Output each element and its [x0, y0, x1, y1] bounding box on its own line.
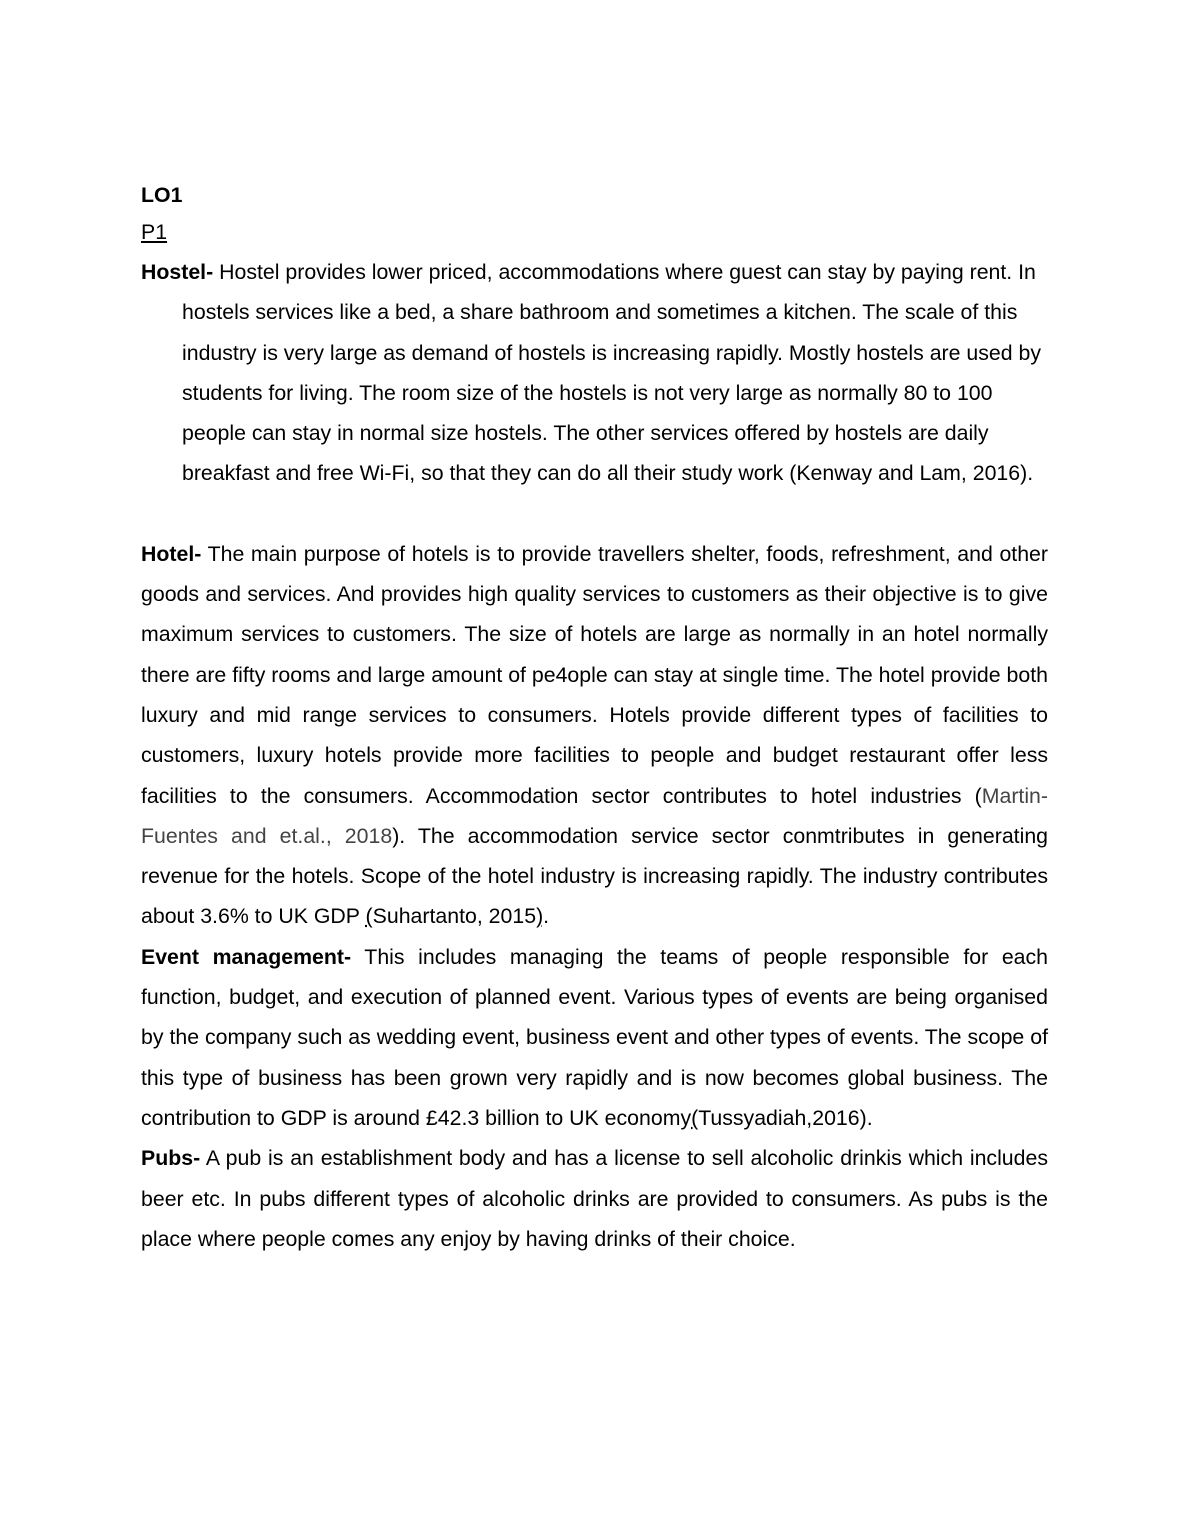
event-end: . [866, 1105, 873, 1130]
event-citation-close: ) [859, 1105, 867, 1130]
hotel-term: Hotel- [141, 541, 202, 566]
event-paragraph [141, 937, 1048, 1138]
hotel-citation-2: Suhartanto, 2015 [372, 904, 537, 929]
hotel-citation-2-close: ) [536, 904, 544, 929]
document-page [141, 178, 1048, 1259]
event-term: Event management- [141, 944, 352, 969]
pubs-paragraph [141, 1138, 1048, 1259]
event-text: This includes managing the teams of people responsible for each function, budget, and execution of planned event. Various types of events are being organised by the company such as wedding event, business event and other types of events. The scope of this type of business has been grown very rapidly and is now becomes global business. The contribution to GDP is around £42.3 billion to UK economy [141, 944, 1048, 1130]
hotel-citation-1: Martin-Fuentes and et.al., 2018 [141, 783, 1048, 848]
sub-heading: P1 [141, 220, 168, 244]
pubs-term: Pubs- [141, 1146, 201, 1171]
pubs-text: A pub is an establishment body and has a license to sell alcoholic drinkis which includes beer etc. In pubs different types of alcoholic drinks are provided to consumers. As pubs is the place where people comes any enjoy by having drinks of their choice. [141, 1146, 1048, 1251]
hotel-end: . [543, 904, 550, 929]
event-citation-open: ( [691, 1105, 699, 1130]
section-heading: LO1 [141, 183, 183, 207]
paragraph-spacer [141, 494, 1048, 534]
hotel-paragraph [141, 534, 1048, 937]
hostel-term: Hostel- [141, 260, 214, 284]
hotel-text-2: ). The accommodation service sector conmtributes in generating revenue for the hotels. Scope of the hotel industry is increasing rapidly. The industry contributes about 3.6% to UK GDP [141, 823, 1049, 929]
hostel-paragraph [141, 252, 1048, 494]
hotel-citation-2-open: ( [365, 904, 373, 929]
event-citation: Tussyadiah,2016 [698, 1105, 860, 1130]
hostel-text: Hostel provides lower priced, accommodations where guest can stay by paying rent. In hostels services like a bed, a share bathroom and sometimes a kitchen. The scale of this industry is very large as demand of hostels is increasing rapidly. Mostly hostels are used by students for living. The room size of the hostels is not very large as normally 80 to 100 people can stay in normal size hostels. The other services offered by hostels are daily breakfast and free Wi-Fi, so that they can do all their study work (Kenway and Lam, 2016). [182, 260, 1041, 486]
hotel-text-1: The main purpose of hotels is to provide travellers shelter, foods, refreshment, and other goods and services. And provides high quality services to customers as their objective is to give maximum services to customers. The size of hotels are large as normally in an hotel normally there are fifty rooms and large amount of pe4ople can stay at single time. The hotel provide both luxury and mid range services to consumers. Hotels provide different types of facilities to customers, luxury hotels provide more facilities to people and budget restaurant offer less facilities to the consumers. Accommodation sector contributes to hotel industries ( [141, 541, 1048, 808]
